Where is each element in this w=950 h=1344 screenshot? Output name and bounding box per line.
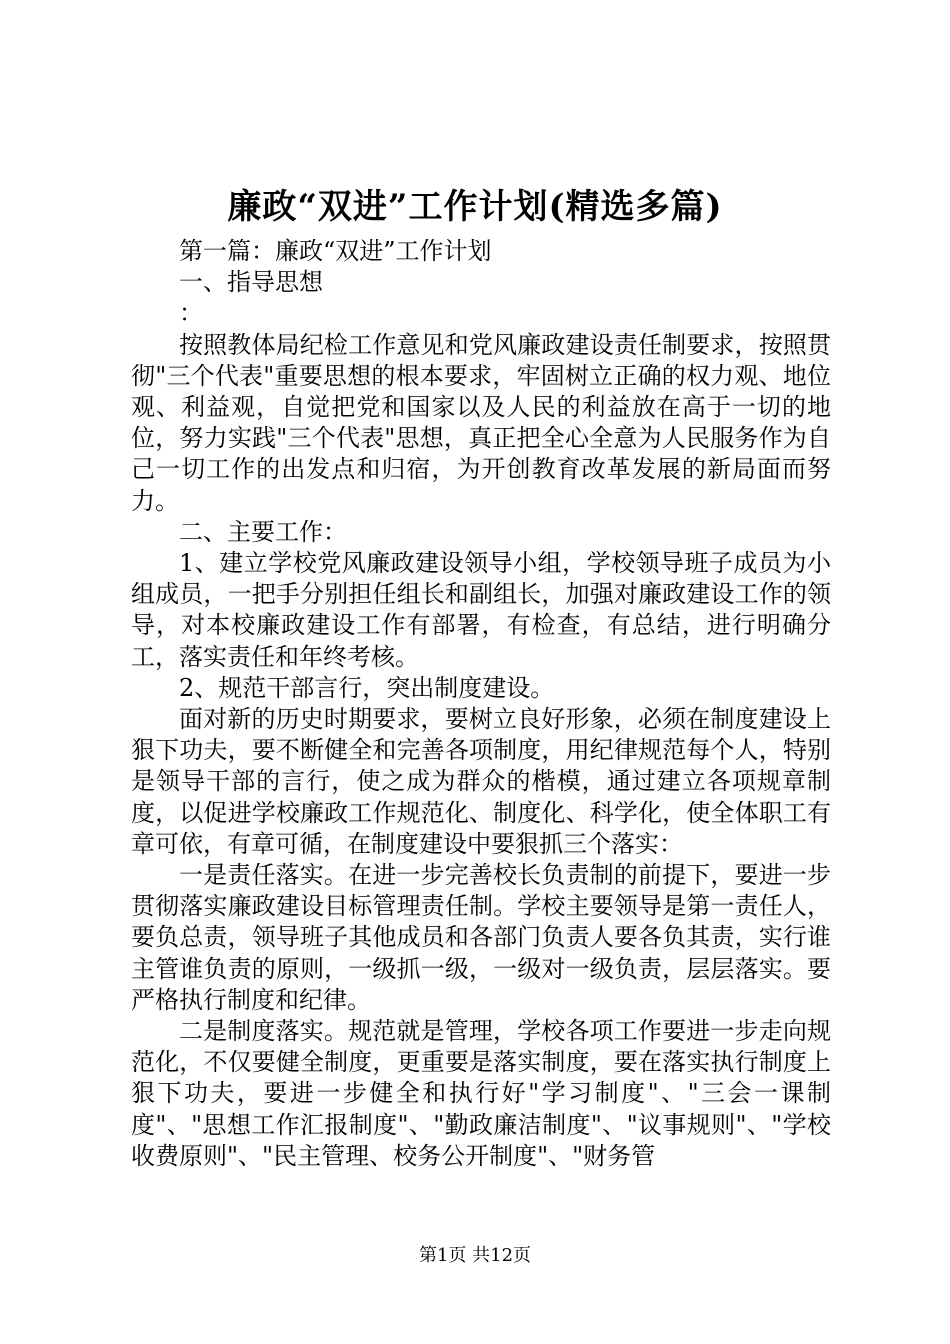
body-paragraph: 一是责任落实。在进一步完善校长负责制的前提下，要进一步贯彻落实廉政建设目标管理责任制。学校主要领导是第一责任人，要负总责，领导班子其他成员和各部门负责人要各负其责，实行谁主管谁负责的原则，一级抓一级，一级对一级负责，层层落实。要严格执行制度和纪律。 bbox=[131, 861, 831, 1014]
body-paragraph: 1、建立学校党风廉政建设领导小组，学校领导班子成员为小组成员，一把手分别担任组长和副组长，加强对廉政建设工作的领导，对本校廉政建设工作有部署，有检查，有总结，进行明确分工，落实责任和年终考核。 bbox=[131, 549, 831, 671]
document-body bbox=[131, 236, 831, 1172]
subsection-heading: 二、主要工作： bbox=[179, 517, 347, 546]
body-paragraph: 面对新的历史时期要求，要树立良好形象，必须在制度建设上狠下功夫，要不断健全和完善各项制度，用纪律规范每个人，特别是领导干部的言行，使之成为群众的楷模，通过建立各项规章制度，以促进学校廉政工作规范化、制度化、科学化，使全体职工有章可依，有章可循，在制度建设中要狠抓三个落实： bbox=[131, 705, 831, 858]
document-title: 廉政“双进”工作计划(精选多篇) bbox=[227, 187, 723, 227]
page-footer: 第1页 共12页 bbox=[418, 1245, 532, 1266]
subsection-heading: 一、指导思想 bbox=[179, 268, 323, 297]
colon-line: ： bbox=[179, 299, 203, 328]
body-paragraph: 二是制度落实。规范就是管理，学校各项工作要进一步走向规范化，不仅要健全制度，更重要是落实制度，要在落实执行制度上狠下功夫，要进一步健全和执行好"学习制度"、"三会一课制度"、"思想工作汇报制度"、"勤政廉洁制度"、"议事规则"、"学校收费原则"、"民主管理、校务公开制度"、"财务管 bbox=[131, 1017, 831, 1170]
body-paragraph: 按照教体局纪检工作意见和党风廉政建设责任制要求，按照贯彻"三个代表"重要思想的根本要求，牢固树立正确的权力观、地位观、利益观，自觉把党和国家以及人民的利益放在高于一切的地位，努力实践"三个代表"思想，真正把全心全意为人民服务作为自己一切工作的出发点和归宿，为开创教育改革发展的新局面而努力。 bbox=[131, 330, 831, 515]
body-paragraph: 2、规范干部言行，突出制度建设。 bbox=[179, 673, 555, 702]
section-heading: 第一篇：廉政“双进”工作计划 bbox=[179, 237, 492, 265]
